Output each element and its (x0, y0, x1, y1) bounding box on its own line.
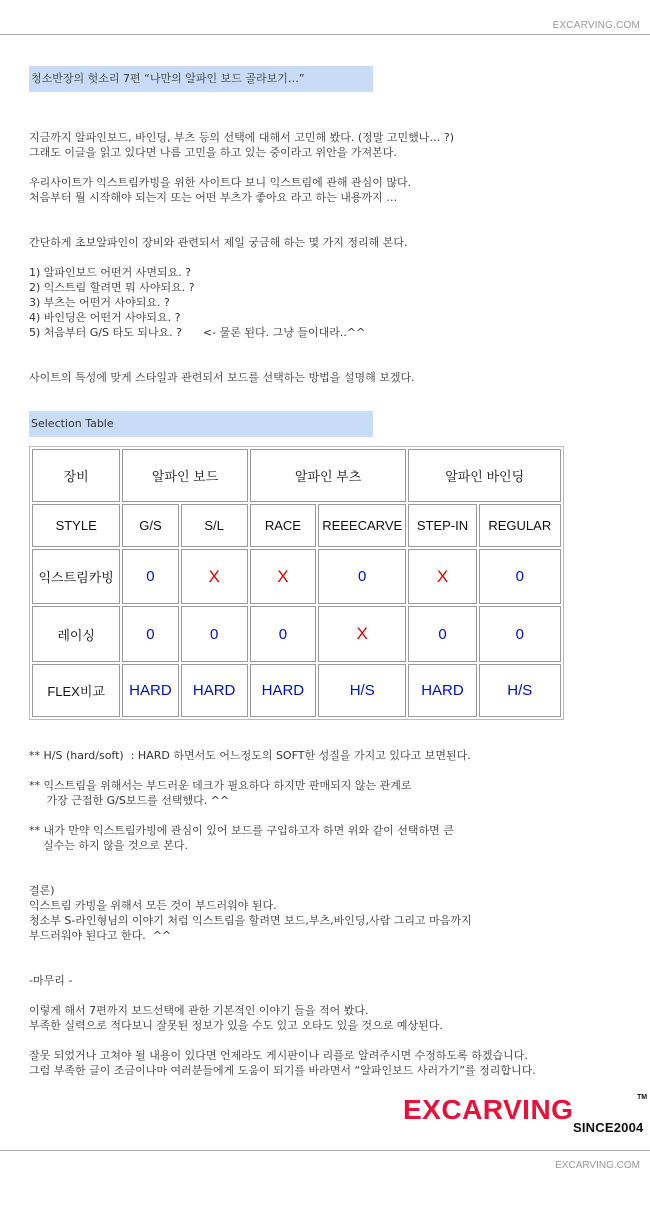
text-line: -마무리 - (29, 974, 73, 987)
text-line: 1) 알파인보드 어떤거 사면되요. ? (29, 266, 192, 279)
table-cell: X (408, 549, 476, 605)
text-line (29, 958, 629, 973)
text-line (29, 160, 629, 175)
text-line (29, 205, 629, 220)
text-line: 4) 바인딩은 어떤거 사야되요. ? (29, 311, 181, 324)
text-line: 가장 근접한 G/S보드를 선택했다. ^^ (29, 794, 230, 807)
article-title: 청소반장의 헛소리 7편 “나만의 알파인 보드 골라보기…” (29, 66, 373, 92)
excarving-logo (403, 1094, 648, 1138)
table-cell: HARD (122, 664, 178, 717)
text-line: 실수는 하지 않을 것으로 본다. (29, 839, 188, 852)
group-header-board: 알파인 보드 (122, 449, 247, 502)
text-line: 사이트의 특성에 맞게 스타일과 관련되서 보드를 선택하는 방법을 설명해 보겠다. (29, 371, 415, 384)
table-cell: X (250, 549, 316, 605)
text-line: 이렇게 해서 7편까지 보드선택에 관한 기본적인 이야기 들을 적어 봤다. (29, 1004, 369, 1017)
table-cell: 0 (122, 549, 178, 605)
text-line: 부드러워야 된다고 한다. ^^ (29, 929, 172, 942)
table-cell: HARD (181, 664, 248, 717)
table-cell: HARD (408, 664, 476, 717)
text-line (29, 943, 629, 958)
style-label: STYLE (32, 504, 120, 547)
text-line (29, 220, 629, 235)
table-cell: H/S (318, 664, 406, 717)
bottom-divider (0, 1150, 650, 1151)
text-line: 그럼 부족한 글이 조금이나마 여러분들에게 도움이 되기를 바라면서 “알파인보드 사러가기”를 정리합니다. (29, 1064, 536, 1077)
text-line: 청소부 S-라인형님의 이야기 처럼 익스트림을 할려면 보드,부츠,바인딩,사람 그리고 마음까지 (29, 914, 472, 927)
text-line (29, 250, 629, 265)
table-cell: H/S (479, 664, 561, 717)
table-cell: HARD (250, 664, 316, 717)
text-line: 2) 익스트림 할려면 뭐 사야되요. ? (29, 281, 195, 294)
text-line (29, 763, 629, 778)
table-cell: 0 (181, 606, 248, 662)
row-label: 익스트림카빙 (32, 549, 120, 605)
site-url-top[interactable]: EXCARVING.COM (552, 20, 640, 31)
text-line (29, 853, 629, 868)
text-line (29, 355, 629, 370)
logo-tm: TM (637, 1094, 648, 1101)
text-line: 5) 처음부터 G/S 타도 되나요. ? <- 물론 된다. 그냥 들이대라..^^ (29, 326, 366, 339)
text-line: ** 내가 만약 익스트림카빙에 관심이 있어 보드를 구입하고자 하면 위와 같이 선택하면 큰 (29, 824, 454, 837)
text-line (29, 988, 629, 1003)
text-line: 그래도 이글을 읽고 있다면 나름 고민을 하고 있는 중이라고 위안을 가져본다. (29, 146, 397, 159)
notes-text (29, 748, 629, 1078)
table-cell: 0 (122, 606, 178, 662)
group-header-boots: 알파인 부츠 (250, 449, 407, 502)
selection-table-title: Selection Table (29, 411, 373, 437)
top-divider (0, 34, 650, 35)
style-header: STEP-IN (408, 504, 476, 547)
style-header: RACE (250, 504, 316, 547)
text-line: 결론) (29, 884, 55, 897)
text-line: 부족한 실력으로 적다보니 잘못된 정보가 있을 수도 있고 오타도 있을 것으로 예상된다. (29, 1019, 443, 1032)
text-line (29, 1033, 629, 1048)
text-line: 간단하게 초보알파인이 장비와 관련되서 제일 궁금해 하는 몇 가지 정리해 본다. (29, 236, 408, 249)
row-label: 레이싱 (32, 606, 120, 662)
text-line: 처음부터 뭘 시작해야 되는지 또는 어떤 부츠가 좋아요 라고 하는 내용까지 … (29, 191, 398, 204)
text-line: 우리사이트가 익스트림카빙을 위한 사이트다 보니 익스트림에 관해 관심이 많다. (29, 176, 412, 189)
text-line: 익스트림 카빙을 위해서 모든 것이 부드러워야 된다. (29, 899, 277, 912)
table-cell: 0 (408, 606, 476, 662)
text-line: ** H/S (hard/soft) : HARD 하면서도 어느정도의 SOFT한 성질을 가지고 있다고 보면된다. (29, 749, 471, 762)
text-line: 잘못 되었거나 고쳐야 될 내용이 있다면 언제라도 게시판이나 리플로 알려주시면 수정하도록 하겠습니다. (29, 1049, 528, 1062)
group-header-binding: 알파인 바인딩 (408, 449, 561, 502)
style-header: S/L (181, 504, 248, 547)
group-header-equipment: 장비 (32, 449, 120, 502)
table-cell: X (181, 549, 248, 605)
text-line: ** 익스트림을 위해서는 부드러운 데크가 필요하다 하지만 판매되지 않는 관계로 (29, 779, 412, 792)
text-line: 3) 부츠는 어떤거 사야되요. ? (29, 296, 170, 309)
intro-text (29, 130, 629, 385)
table-cell: 0 (479, 549, 561, 605)
style-header: G/S (122, 504, 178, 547)
text-line (29, 808, 629, 823)
selection-table (29, 446, 564, 720)
logo-since: SINCE2004 (573, 1120, 644, 1135)
table-cell: 0 (318, 549, 406, 605)
table-cell: X (318, 606, 406, 662)
style-header: REEECARVE (318, 504, 406, 547)
site-url-bottom[interactable]: EXCARVING.COM (555, 1160, 640, 1171)
row-label: FLEX비교 (32, 664, 120, 717)
text-line (29, 868, 629, 883)
table-cell: 0 (250, 606, 316, 662)
text-line (29, 340, 629, 355)
table-cell: 0 (479, 606, 561, 662)
text-line: 지금까지 알파인보드, 바인딩, 부츠 등의 선택에 대해서 고민해 봤다. (정말 고민했나… ?) (29, 131, 455, 144)
logo-wordmark: EXCARVING (403, 1094, 574, 1125)
style-header: REGULAR (479, 504, 561, 547)
